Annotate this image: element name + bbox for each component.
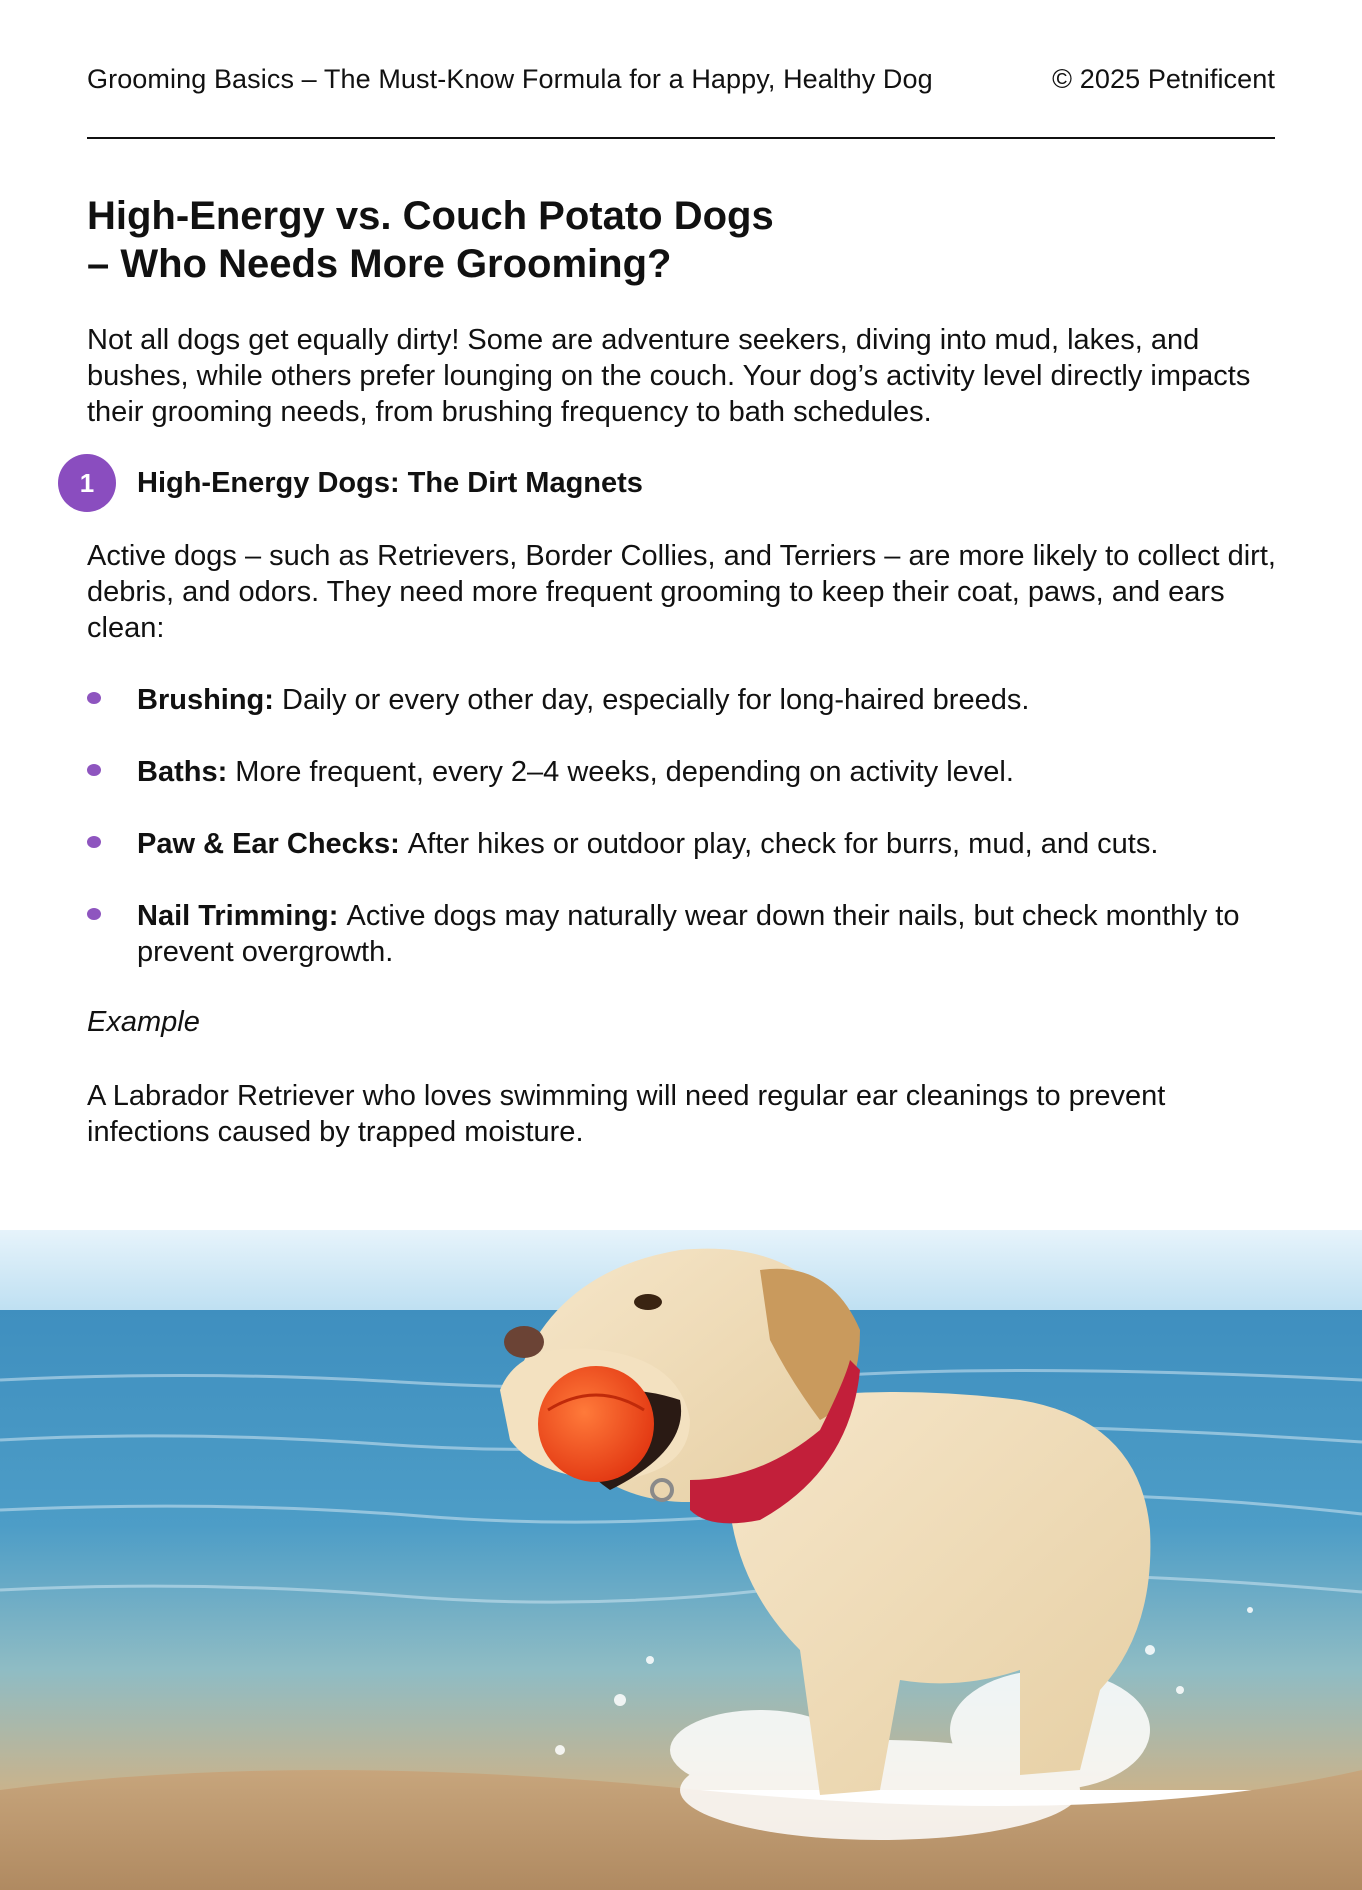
bullet-dot-icon — [87, 908, 101, 920]
section-lead-paragraph: Active dogs – such as Retrievers, Border Collies, and Terriers – are more likely to collect dirt, debris, and odors. They need more frequent grooming to keep their coat, paws, and ears clean: — [87, 540, 1276, 644]
section-number-badge: 1 — [58, 454, 116, 512]
list-item — [87, 898, 1277, 970]
example-text: A Labrador Retriever who loves swimming will need regular ear cleanings to prevent infections caused by trapped moisture. — [87, 1080, 1166, 1148]
header-divider — [87, 137, 1275, 139]
page-header — [87, 64, 1275, 95]
list-item-label: Paw & Ear Checks: — [137, 828, 408, 860]
labrador-in-surf-illustration — [0, 1230, 1362, 1890]
list-item-text: More frequent, every 2–4 weeks, depending on activity level. — [235, 756, 1014, 788]
dog-beach-photo — [0, 1230, 1362, 1890]
list-item — [87, 826, 1277, 862]
example-label: Example — [87, 1006, 200, 1038]
list-item-label: Brushing: — [137, 684, 282, 716]
list-item-label: Nail Trimming: — [137, 900, 347, 932]
header-title: Grooming Basics – The Must-Know Formula for a Happy, Healthy Dog — [87, 64, 933, 94]
header-copyright: © 2025 Petnificent — [1052, 64, 1275, 94]
list-item-text: Daily or every other day, especially for long-haired breeds. — [282, 684, 1030, 716]
bullet-dot-icon — [87, 692, 101, 704]
intro-paragraph: Not all dogs get equally dirty! Some are adventure seekers, diving into mud, lakes, and bushes, while others prefer lounging on the couch. Your dog’s activity level directly impacts their grooming needs, from brushing frequency to bath schedules. — [87, 324, 1251, 428]
list-item-text: Active dogs may naturally wear down their nails, but check monthly to prevent overgrowth. — [137, 900, 1240, 968]
grooming-list — [87, 682, 1277, 1006]
list-item-text: After hikes or outdoor play, check for burrs, mud, and cuts. — [407, 828, 1159, 860]
page-title-line-1: High-Energy vs. Couch Potato Dogs — [87, 194, 774, 238]
bullet-dot-icon — [87, 836, 101, 848]
list-item — [87, 754, 1277, 790]
list-item-label: Baths: — [137, 756, 236, 788]
page-title — [87, 192, 1275, 288]
list-item — [87, 682, 1277, 718]
orange-ball — [538, 1366, 654, 1482]
section-title: High-Energy Dogs: The Dirt Magnets — [137, 466, 643, 499]
page-title-line-2: – Who Needs More Grooming? — [87, 242, 672, 286]
section-heading — [58, 454, 643, 512]
bullet-dot-icon — [87, 764, 101, 776]
